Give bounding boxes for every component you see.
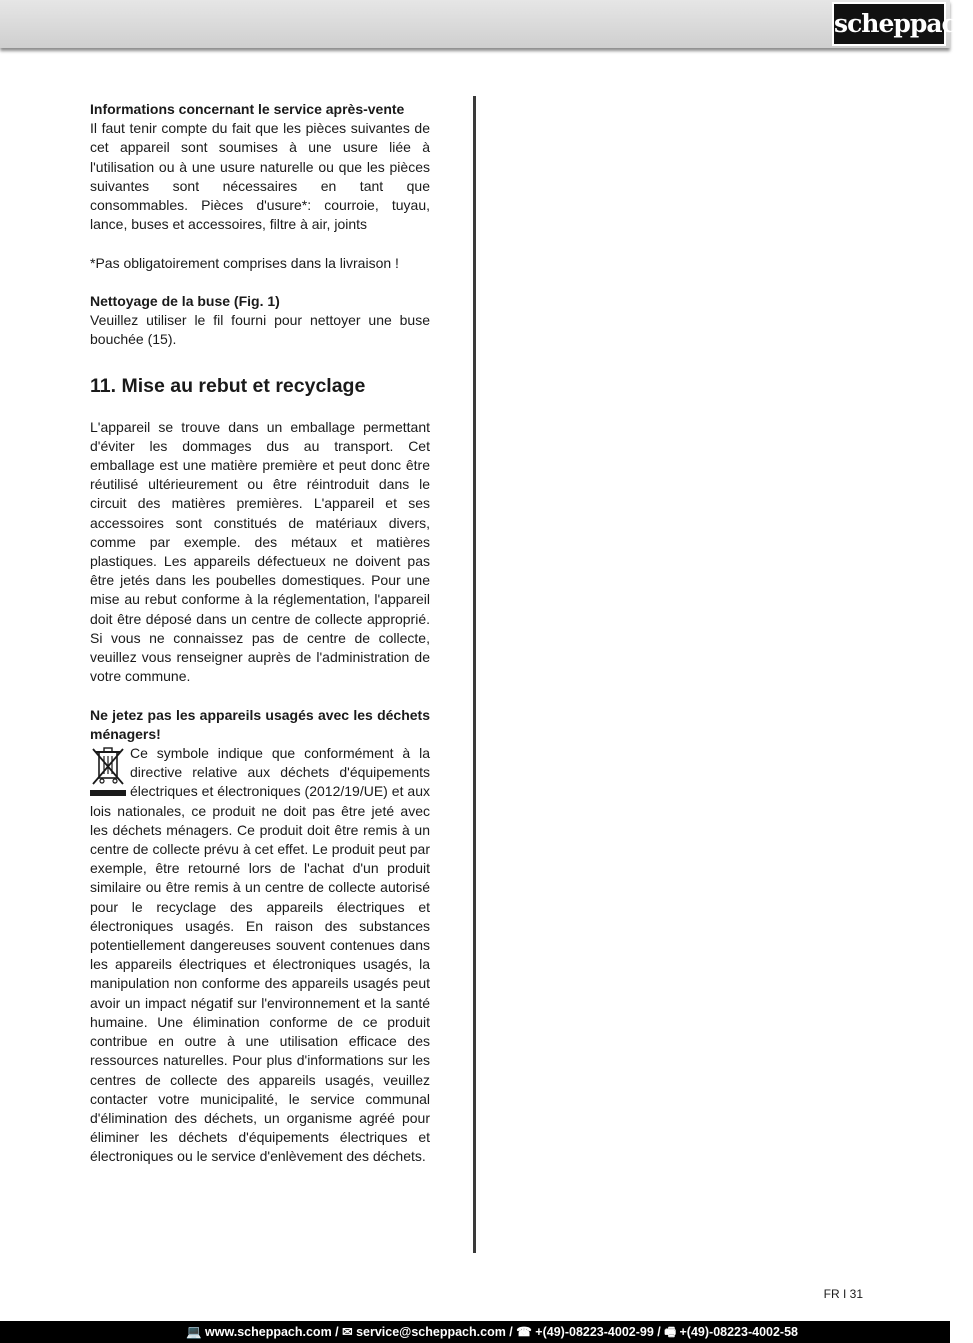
footer-bar: 💻 www.scheppach.com / ✉ service@scheppach.com / ☎ +(49)-08223-4002-99 / 🖷 +(49)-08223-4002-58 bbox=[0, 1321, 950, 1343]
footer-phone: +(49)-08223-4002-99 bbox=[535, 1325, 654, 1339]
nozzle-heading: Nettoyage de la buse (Fig. 1) bbox=[90, 293, 280, 309]
service-body: Il faut tenir compte du fait que les pièces suivantes de cet appareil sont soumises à une usure liée à l'utilisation ou à une usure naturelle ou que les pièces suivantes sont nécessaires en tant que consommables. Pièces d'usure*: courroie, tuyau, lance, buses et accessoires, filtre à air, joints bbox=[90, 120, 430, 233]
footer-fax: +(49)-08223-4002-58 bbox=[679, 1325, 798, 1339]
header-bar bbox=[0, 0, 973, 48]
left-column bbox=[90, 100, 430, 1167]
footer-email[interactable]: service@scheppach.com bbox=[356, 1325, 506, 1339]
section-11-body: L'appareil se trouve dans un emballage permettant d'éviter les dommages dus au transport. Cet emballage est une matière première et peut donc être réutilisé ultérieurement ou être réintroduit dans le circuit des matières premières. L'appareil et ses accessoires sont constitués de matériaux divers, comme par exemple. des métaux et matières plastiques. Les appareils défectueux ne doivent pas être jetés dans les poubelles domestiques. Pour une mise au rebut conforme à la réglementation, l'appareil doit être déposé dans un centre de collecte approprié. Si vous ne connaissez pas de centre de collecte, veuillez vous renseigner auprès de l'administration de votre commune. bbox=[90, 418, 430, 685]
mail-icon: ✉ bbox=[342, 1325, 357, 1339]
service-footnote: *Pas obligatoirement comprises dans la livraison ! bbox=[90, 254, 399, 271]
fax-icon: 🖷 bbox=[664, 1325, 680, 1339]
weee-paragraph bbox=[90, 744, 430, 1166]
phone-icon: ☎ bbox=[516, 1325, 536, 1339]
section-11-title: 11. Mise au rebut et recyclage bbox=[90, 374, 366, 397]
weee-body: Ce symbole indique que conformément à la directive relative aux déchets d'équipements électriques et électroniques (2012/19/UE) et aux lois nationales, ce produit ne doit pas être jeté avec les déchets ménagers. Ce produit doit être remis à un centre de collecte prévu à cet effet. Le produit peut par exemple, être retourné lors de l'achat d'un produit similaire ou être remis à un centre de collecte autorisé pour le recyclage des appareils électriques et électroniques usagés. En raison des substances potentiellement dangereuses souvent contenues dans les appareils électriques et électroniques usagés, la manipulation non conforme des appareils usagés peut avoir un impact négatif sur l'environnement et la santé humaine. Une élimination conforme de ce produit contribue en outre à une utilisation efficace des ressources naturelles. Pour plus d'informations sur les centres de collecte des appareils usagés, veuillez contacter votre municipalité, le service communal d'élimination des déchets, un organisme agréé pour éliminer les déchets d'équipements électriques et électroniques ou le service d'enlèvement des déchets. bbox=[90, 745, 430, 1165]
crossed-out-bin-icon bbox=[90, 746, 126, 798]
weee-heading: Ne jetez pas les appareils usagés avec les déchets ménagers! bbox=[90, 706, 430, 742]
nozzle-body: Veuillez utiliser le fil fourni pour nettoyer une buse bouchée (15). bbox=[90, 312, 430, 348]
service-heading: Informations concernant le service après-vente bbox=[90, 101, 405, 117]
column-divider bbox=[473, 96, 476, 1253]
footer-website[interactable]: www.scheppach.com bbox=[205, 1325, 332, 1339]
scheppach-logo: scheppach bbox=[832, 2, 946, 46]
page-number: FR I 31 bbox=[823, 1287, 863, 1301]
computer-icon: 💻 bbox=[185, 1325, 206, 1339]
